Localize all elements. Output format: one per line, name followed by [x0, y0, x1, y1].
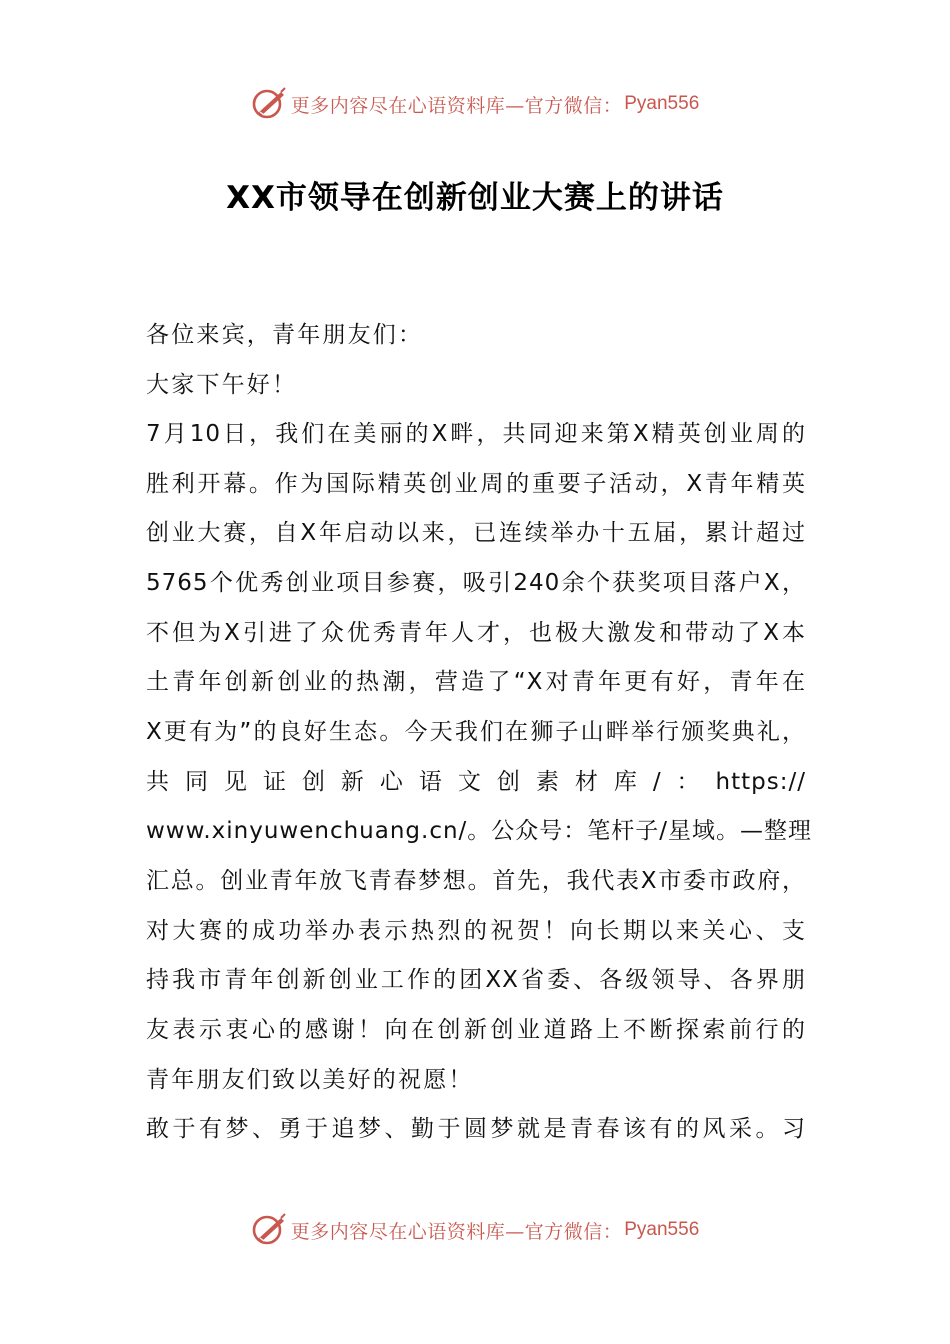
- body-line: 5765个优秀创业项目参赛，吸引240余个获奖项目落户X，: [146, 570, 806, 596]
- footer-banner-wechat-id: Pyan556: [624, 1219, 700, 1240]
- body-line: www.xinyuwenchuang.cn/。公众号：笔杆子/星域。—整理: [146, 818, 813, 844]
- body-line: 青年朋友们致以美好的祝愿！: [146, 1067, 474, 1093]
- footer-banner: [0, 1208, 950, 1252]
- body-line: 对大赛的成功举办表示热烈的祝贺！向长期以来关心、支: [146, 918, 806, 944]
- body-line: 大家下午好！: [146, 372, 298, 398]
- header-banner-wechat-id: Pyan556: [624, 93, 700, 114]
- body-line: X更有为”的良好生态。今天我们在狮子山畔举行颁奖典礼，: [146, 719, 806, 745]
- body-line: 各位来宾，青年朋友们：: [146, 322, 424, 348]
- body-line: 土青年创新创业的热潮，营造了“X对青年更有好，青年在: [146, 669, 806, 695]
- body-line: 创业大赛，自X年启动以来，已连续举办十五届，累计超过: [146, 520, 806, 546]
- body-line: 胜利开幕。作为国际精英创业周的重要子活动，X青年精英: [146, 471, 806, 497]
- body-line: 7月10日，我们在美丽的X畔，共同迎来第X精英创业周的: [146, 421, 806, 447]
- body-line: 敢于有梦、勇于追梦、勤于圆梦就是青春该有的风采。习: [146, 1116, 806, 1142]
- quill-pen-logo-icon: [251, 86, 287, 122]
- document-title: XX市领导在创新创业大赛上的讲话: [226, 180, 724, 216]
- body-line: 友表示衷心的感谢！向在创新创业道路上不断探索前行的: [146, 1017, 806, 1043]
- header-banner: [0, 82, 950, 126]
- body-line: 汇总。创业青年放飞青春梦想。首先，我代表X市委市政府，: [146, 868, 806, 894]
- body-line: 共同见证创新心语文创素材库/：https://: [146, 769, 806, 795]
- header-banner-text: 更多内容尽在心语资料库—官方微信：: [290, 94, 623, 117]
- body-line: 不但为X引进了众优秀青年人才，也极大激发和带动了X本: [146, 620, 806, 646]
- quill-pen-logo-icon: [251, 1212, 287, 1248]
- footer-banner-text: 更多内容尽在心语资料库—官方微信：: [290, 1220, 623, 1243]
- body-line: 持我市青年创新创业工作的团XX省委、各级领导、各界朋: [146, 967, 806, 993]
